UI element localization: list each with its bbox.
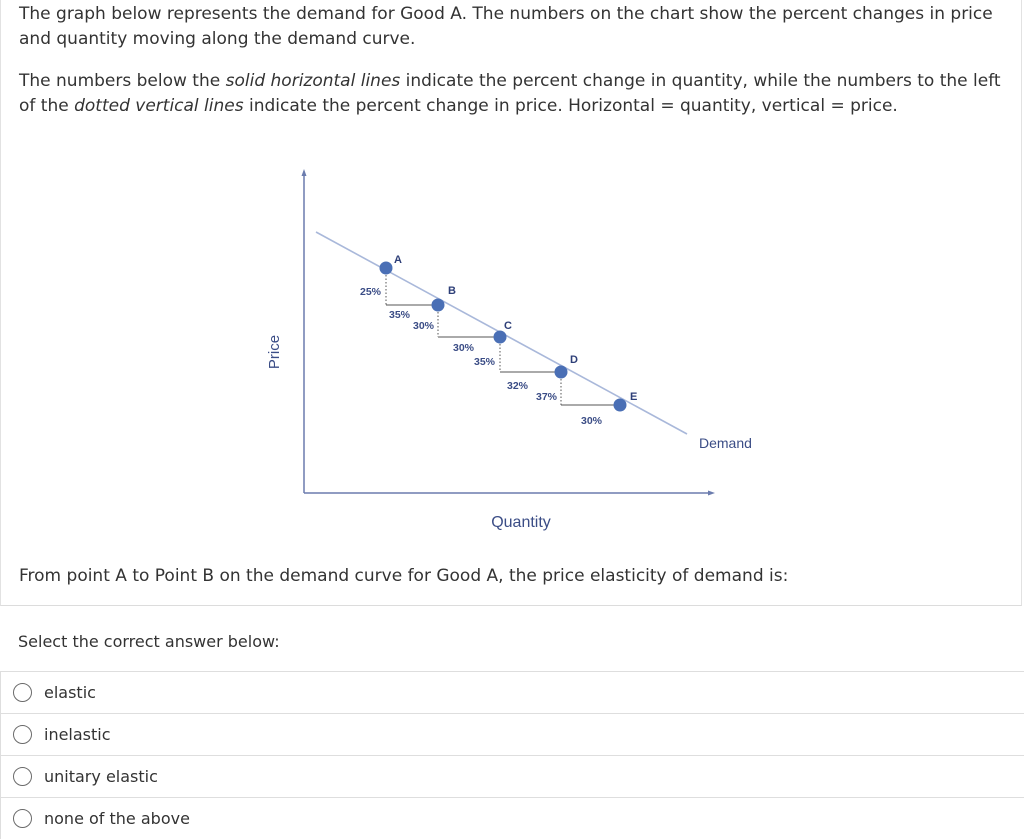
quantity-change-bc: 30%	[453, 342, 475, 354]
option-elastic[interactable]	[0, 671, 1024, 713]
point-c-label: C	[504, 320, 512, 332]
y-axis-label: Price	[266, 334, 283, 370]
quantity-change-cd: 32%	[507, 380, 529, 392]
x-axis-arrow-icon	[708, 491, 715, 496]
point-a	[380, 262, 393, 275]
radio-button-icon[interactable]	[13, 767, 32, 786]
point-b-label: B	[448, 285, 456, 297]
intro-paragraph-1: The graph below represents the demand for Good A. The numbers on the chart show the percent changes in price and quantity moving along the demand curve.	[19, 4, 993, 49]
price-change-bc: 30%	[412, 320, 434, 332]
radio-button-icon[interactable]	[13, 683, 32, 702]
point-d-label: D	[570, 354, 578, 366]
intro-emphasis-horizontal: solid horizontal lines	[225, 71, 401, 91]
option-inelastic[interactable]	[0, 713, 1024, 755]
x-axis-label: Quantity	[491, 514, 551, 531]
radio-button-icon[interactable]	[13, 809, 32, 828]
demand-curve-label: Demand	[699, 435, 752, 451]
demand-graph	[251, 160, 771, 540]
option-label: unitary elastic	[44, 767, 158, 786]
point-a-label: A	[394, 254, 402, 266]
quantity-change-de: 30%	[581, 415, 603, 427]
option-label: none of the above	[44, 809, 190, 828]
price-change-de: 37%	[535, 391, 557, 403]
point-c	[494, 331, 507, 344]
intro-emphasis-vertical: dotted vertical lines	[74, 96, 244, 116]
price-change-ab: 25%	[359, 286, 381, 298]
point-e	[614, 399, 627, 412]
radio-button-icon[interactable]	[13, 725, 32, 744]
intro-text-1: The numbers below the	[19, 71, 226, 91]
intro-paragraph-2	[19, 69, 1009, 119]
answer-options	[0, 671, 1024, 839]
intro-text-3: indicate the percent change in price. Horizontal = quantity, vertical = price.	[243, 96, 898, 116]
price-change-cd: 35%	[473, 356, 495, 368]
point-d	[555, 366, 568, 379]
point-b	[432, 299, 445, 312]
option-unitary-elastic[interactable]	[0, 755, 1024, 797]
question-text: From point A to Point B on the demand curve for Good A, the price elasticity of demand is:	[19, 566, 789, 586]
option-label: elastic	[44, 683, 96, 702]
intro-text-2: indicate the percent change in quantity, while the numbers to the left of the	[19, 71, 1001, 116]
option-none-of-the-above[interactable]	[0, 797, 1024, 839]
option-label: inelastic	[44, 725, 111, 744]
point-e-label: E	[630, 391, 638, 403]
select-instruction: Select the correct answer below:	[18, 632, 280, 651]
y-axis-arrow-icon	[302, 169, 307, 176]
quantity-change-ab: 35%	[389, 309, 411, 321]
